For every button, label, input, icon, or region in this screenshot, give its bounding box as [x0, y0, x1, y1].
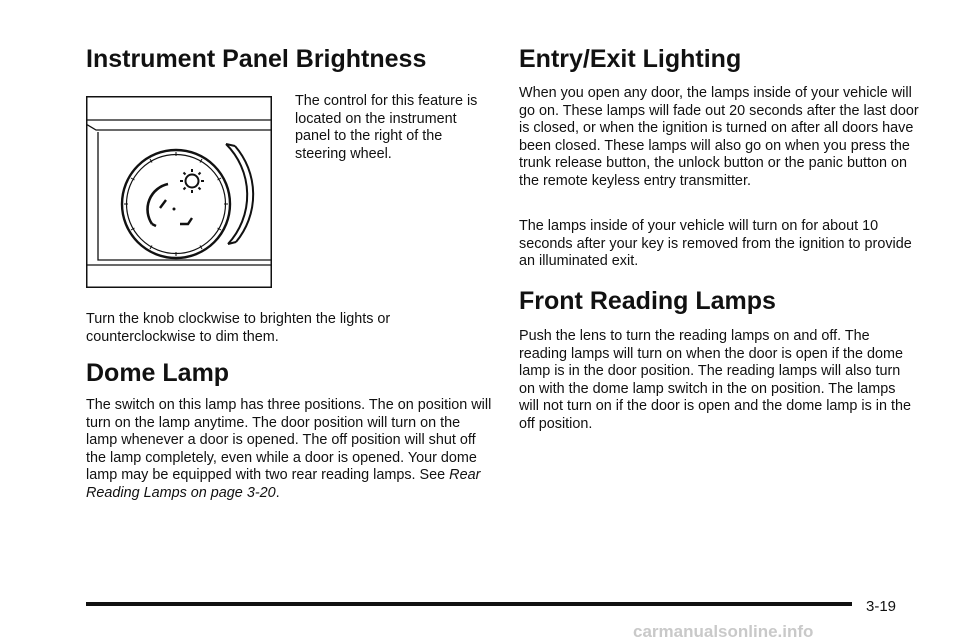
- dome-lamp-text-end: .: [275, 484, 280, 501]
- footer-rule: [86, 602, 852, 606]
- brightness-knob-illustration: [86, 96, 272, 288]
- entry-exit-para-2: The lamps inside of your vehicle will turn on for about 10 seconds after your key is removed from the ignition to provide an illuminated exit.: [519, 218, 912, 269]
- dome-lamp-heading: Dome Lamp: [86, 359, 230, 387]
- brightness-knob-icon: [86, 96, 272, 288]
- page-number: 3-19: [866, 598, 897, 615]
- front-reading-lamps-body: Push the lens to turn the reading lamps on and off. The reading lamps will turn on when the door is open if the dome lamp is in the door position. The reading lamps will also turn on with the dome lamp switch in the on position. The lamps will not turn on if the door is open and the dome lamp is in the off position.: [519, 328, 911, 432]
- rear-reading-lamps-reference: Rear Reading Lamps on page 3-20: [86, 467, 481, 501]
- front-reading-lamps-heading: Front Reading Lamps: [519, 287, 776, 315]
- instrument-panel-body: Turn the knob clockwise to brighten the lights or counterclockwise to dim them.: [86, 311, 391, 345]
- illustration-caption: The control for this feature is located on the instrument panel to the right of the steering wheel.: [295, 93, 478, 162]
- entry-exit-heading: Entry/Exit Lighting: [519, 45, 742, 73]
- entry-exit-para-1: When you open any door, the lamps inside of your vehicle will go on. These lamps will fade out 20 seconds after the last door is closed, or when the ignition is turned on after all doors have been closed. These lamps will also go on when you press the trunk release button, the unlock button or the panic button on the remote keyless entry transmitter.: [519, 85, 919, 189]
- dome-lamp-text: The switch on this lamp has three positions. The on position will turn on the lamp anytime. The door position will turn on the lamp whenever a door is opened. The off position will shut off the lamp completely, even while a door is opened. Your dome lamp may be equipped with two rear reading lamps. See: [86, 397, 492, 483]
- dome-lamp-body: [86, 397, 494, 502]
- watermark-text: carmanualsonline.info: [633, 622, 814, 641]
- instrument-panel-heading: Instrument Panel Brightness: [86, 45, 427, 73]
